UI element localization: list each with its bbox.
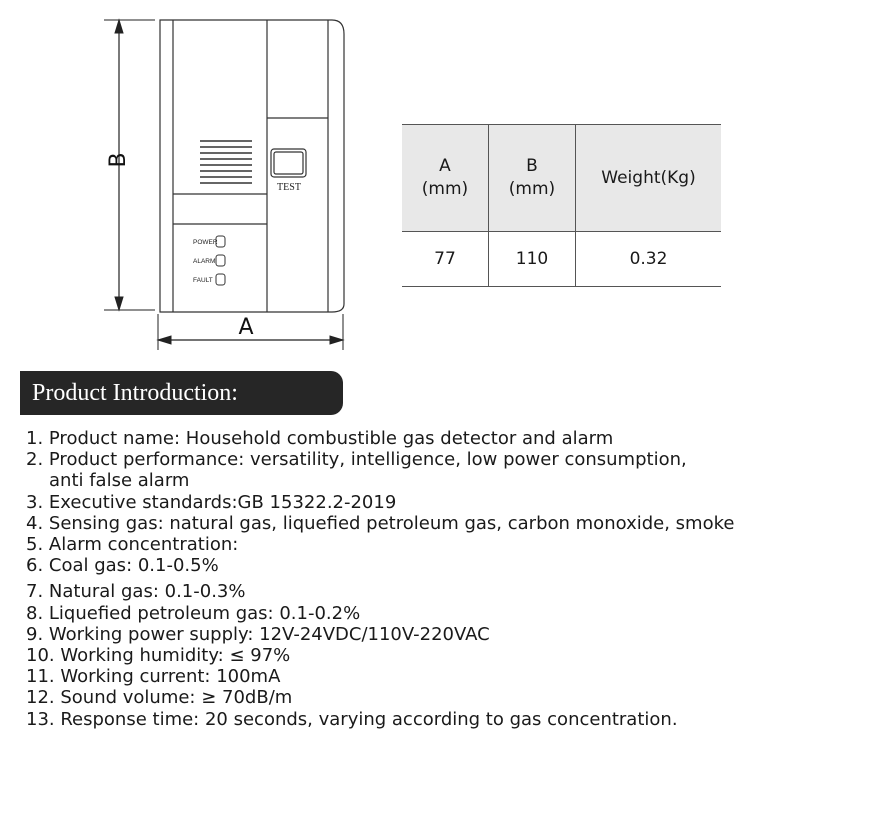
list-item: 1. Product name: Household combustible gas detector and alarm — [26, 428, 614, 449]
specification-table — [402, 124, 721, 287]
dimension-label-a: A — [238, 315, 254, 340]
dimension-label-b: B — [106, 152, 131, 168]
cell-a-value: 77 — [402, 232, 489, 287]
indicator-label-power: POWER — [193, 239, 218, 246]
column-header-weight: Weight(Kg) — [576, 125, 722, 232]
list-item: 4. Sensing gas: natural gas, liquefied petroleum gas, carbon monoxide, smoke — [26, 512, 735, 534]
detector-body — [160, 20, 344, 312]
led-indicator-icon — [216, 255, 225, 266]
led-indicator-icon — [216, 274, 225, 285]
vent-grille-icon — [200, 141, 252, 183]
list-item: 7. Natural gas: 0.1-0.3% — [26, 581, 246, 603]
cell-weight-value: 0.32 — [576, 232, 722, 287]
list-item: 13. Response time: 20 seconds, varying according to gas concentration. — [26, 708, 678, 730]
list-item: 10. Working humidity: ≤ 97% — [26, 645, 291, 667]
cell-b-value: 110 — [489, 232, 576, 287]
list-item: 12. Sound volume: ≥ 70dB/m — [26, 687, 293, 709]
list-item: 9. Working power supply: 12V-24VDC/110V-220VAC — [26, 623, 490, 645]
indicator-label-fault: FAULT — [193, 277, 213, 284]
column-header-b: B (mm) — [489, 125, 576, 232]
list-item: 11. Working current: 100mA — [26, 666, 281, 688]
list-item: 5. Alarm concentration: — [26, 534, 239, 556]
list-item-continuation: anti false alarm — [49, 470, 190, 492]
detector-dimension-drawing — [95, 8, 355, 353]
test-button-label: TEST — [277, 182, 301, 193]
test-button-icon — [271, 149, 306, 177]
product-spec-list — [26, 428, 734, 730]
list-item: 2. Product performance: versatility, intelligence, low power consumption, — [26, 449, 687, 471]
column-header-a: A (mm) — [402, 125, 489, 232]
list-item: 6. Coal gas: 0.1-0.5% — [26, 555, 219, 577]
table-row — [402, 232, 721, 287]
list-item: 8. Liquefied petroleum gas: 0.1-0.2% — [26, 602, 361, 624]
indicator-label-alarm: ALARM — [193, 258, 216, 265]
table-header-row — [402, 125, 721, 232]
section-title-banner: Product Introduction: — [20, 371, 343, 415]
list-item: 3. Executive standards:GB 15322.2-2019 — [26, 491, 397, 513]
